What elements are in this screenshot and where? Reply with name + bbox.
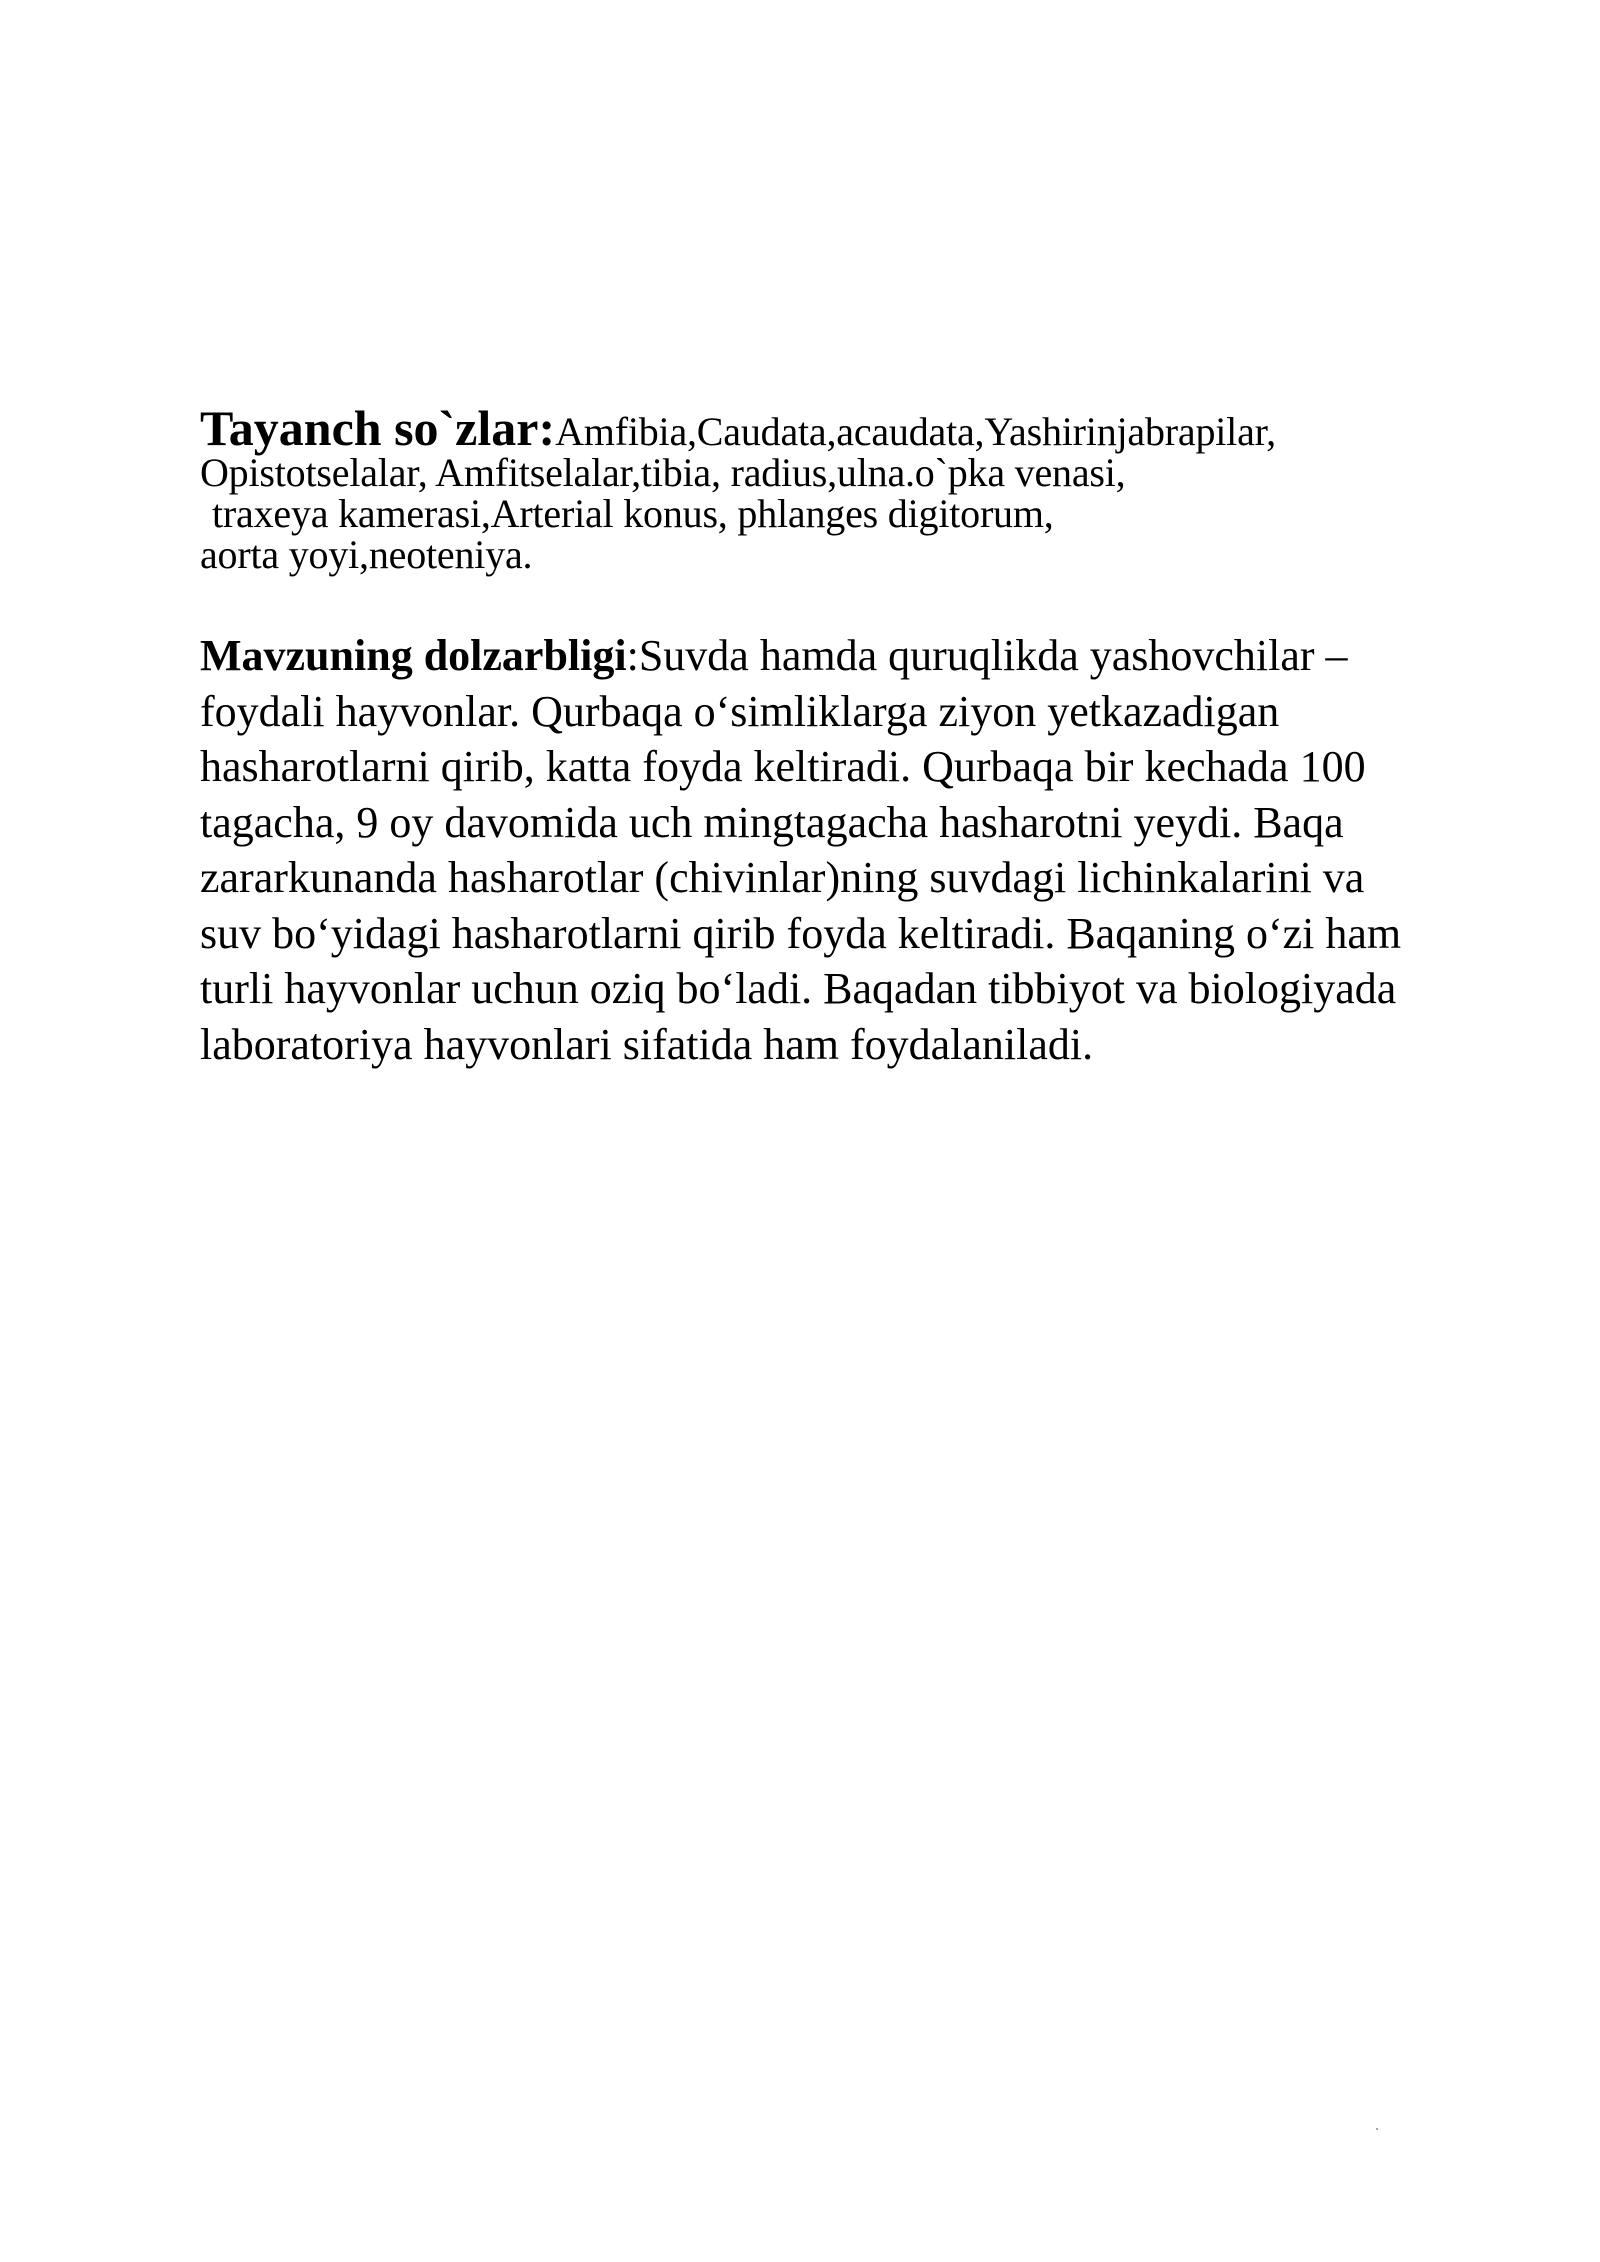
relevance-line-3: hasharotlarni qirib, katta foyda keltiradi. Qurbaqa bir kechada 100 [200,742,1366,791]
keywords-line-3: traxeya kamerasi,Arterial konus, phlanges digitorum, [212,491,1054,536]
page-speck [1376,2128,1378,2130]
relevance-separator: : [626,631,639,680]
relevance-first-line [200,628,1560,684]
relevance-line-4: tagacha, 9 oy davomida uch mingtagacha hasharotni yeydi. Baqa [200,797,1344,847]
relevance-line-2: foydali hayvonlar. Qurbaqa o‘simliklarga ziyon yetkazadigan [200,686,1280,736]
keywords-line-1: Amfibia,Caudata,acaudata,Yashirinjabrapilar, [555,409,1276,454]
relevance-line-5: zararkunanda hasharotlar (chivinlar)ning suvdagi lichinkalarini va [200,853,1365,902]
keywords-line-4: aorta yoyi,neoteniya. [200,532,533,577]
relevance-line-1: Suvda hamda quruqlikda yashovchilar – [638,631,1348,680]
keywords-paragraph [200,400,1540,577]
relevance-line-6: suv bo‘yidagi hasharotlarni qirib foyda keltiradi. Baqaning o‘zi ham [200,908,1402,958]
keywords-line-2: Opistotselalar, Amfitselalar,tibia, radius,ulna.o`pka venasi, [200,450,1126,495]
keywords-first-line [200,400,1540,456]
relevance-heading: Mavzuning dolzarbligi [200,631,627,680]
relevance-line-8: laboratoriya hayvonlari sifatida ham foydalaniladi. [200,1019,1094,1069]
keywords-heading: Tayanch so`zlar: [200,400,556,456]
relevance-line-7: turli hayvonlar uchun oziq bo‘ladi. Baqadan tibbiyot va biologiyada [200,964,1397,1013]
relevance-paragraph [200,628,1560,1072]
